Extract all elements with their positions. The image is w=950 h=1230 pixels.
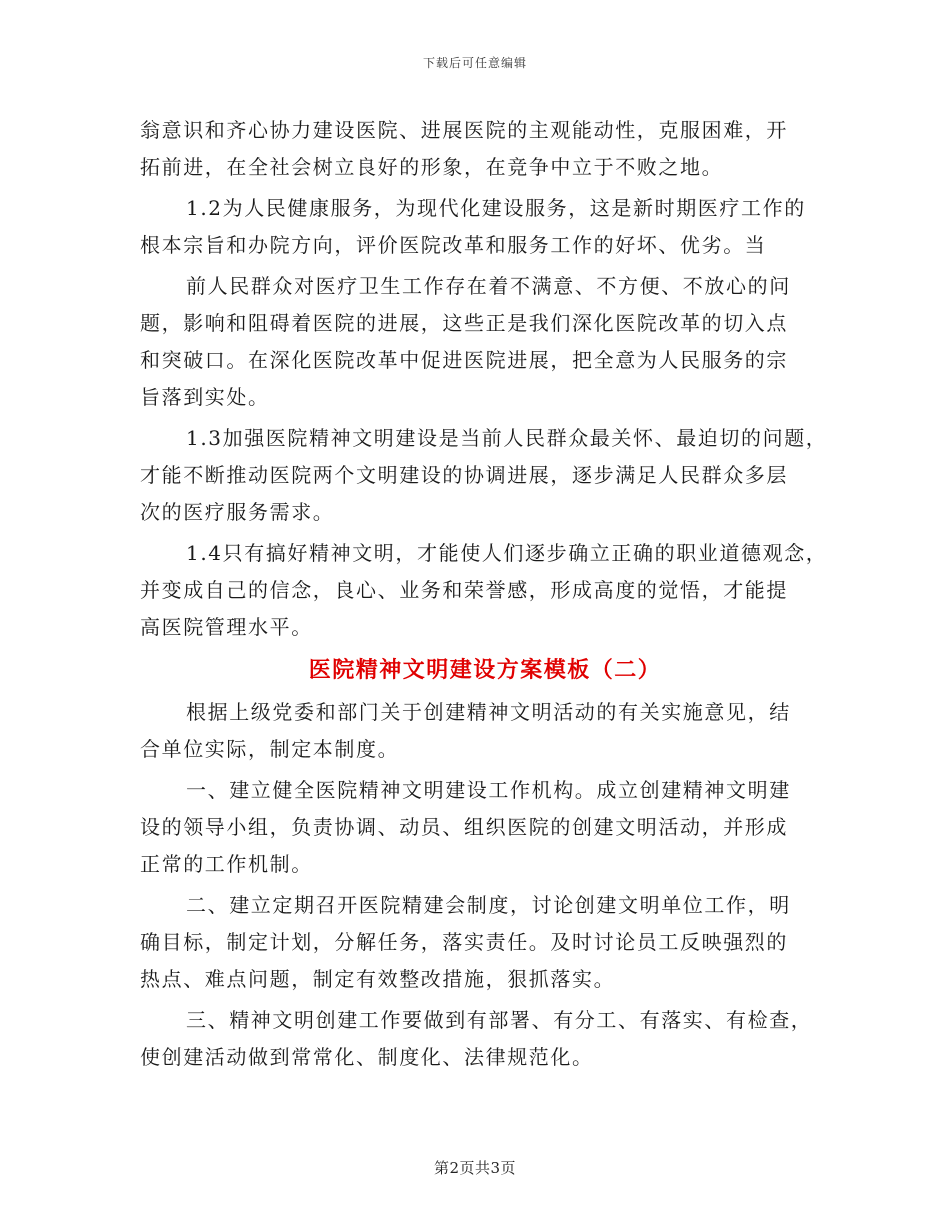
paragraph-line: 高医院管理水平。 <box>140 615 313 639</box>
paragraph-line: 确目标，制定计划，分解任务，落实责任。及时讨论员工反映强烈的 <box>140 930 788 954</box>
paragraph-line: 根本宗旨和办院方向，评价医院改革和服务工作的好坏、优劣。当 <box>140 233 767 257</box>
paragraph-line: 才能不断推动医院两个文明建设的协调进展，逐步满足人民群众多层 <box>140 463 788 487</box>
paragraph-line: 三、精神文明创建工作要做到有部署、有分工、有落实、有检查， <box>186 1008 813 1032</box>
paragraph-line: 拓前进，在全社会树立良好的形象，在竞争中立于不败之地。 <box>140 155 724 179</box>
paragraph-line: 翁意识和齐心协力建设医院、进展医院的主观能动性，克服困难，开 <box>140 118 788 142</box>
paragraph-line: 1.2为人民健康服务，为现代化建设服务，这是新时期医疗工作的 <box>186 196 806 220</box>
paragraph-line: 热点、难点问题，制定有效整改措施，狠抓落实。 <box>140 967 616 991</box>
paragraph-line: 正常的工作机制。 <box>140 852 313 876</box>
paragraph-line: 一、建立健全医院精神文明建设工作机构。成立创建精神文明建 <box>186 778 791 802</box>
paragraph <box>140 887 830 998</box>
paragraph-group-b <box>140 694 830 1076</box>
paragraph <box>140 112 830 186</box>
paragraph-line: 根据上级党委和部门关于创建精神文明活动的有关实施意见，结 <box>186 700 791 724</box>
paragraph <box>140 190 830 264</box>
document-body <box>140 112 830 1080</box>
paragraph-line: 前人民群众对医疗卫生工作存在着不满意、不方便、不放心的问 <box>186 274 791 298</box>
section-title: 医院精神文明建设方案模板（二） <box>308 657 662 683</box>
paragraph-line: 题，影响和阻碍着医院的进展，这些正是我们深化医院改革的切入点 <box>140 311 788 335</box>
paragraph-line: 并变成自己的信念，良心、业务和荣誉感，形成高度的觉悟，才能提 <box>140 578 788 602</box>
paragraph-line: 1.4只有搞好精神文明，才能使人们逐步确立正确的职业道德观念， <box>186 541 828 565</box>
page-footer-number: 第2页共3页 <box>433 1159 517 1177</box>
paragraph-line: 1.3加强医院精神文明建设是当前人民群众最关怀、最迫切的问题， <box>186 426 828 450</box>
paragraph <box>140 772 830 883</box>
paragraph-line: 和突破口。在深化医院改革中促进医院进展，把全意为人民服务的宗 <box>140 348 788 372</box>
paragraph <box>140 694 830 768</box>
paragraph <box>140 420 830 531</box>
paragraph <box>140 268 830 416</box>
paragraph-line: 旨落到实处。 <box>140 385 270 409</box>
paragraph-line: 设的领导小组，负责协调、动员、组织医院的创建文明活动，并形成 <box>140 815 788 839</box>
paragraph-group-a <box>140 112 830 646</box>
paragraph <box>140 1002 830 1076</box>
paragraph-line: 使创建活动做到常常化、制度化、法律规范化。 <box>140 1045 594 1069</box>
paragraph-line: 次的医疗服务需求。 <box>140 500 335 524</box>
paragraph-line: 二、建立定期召开医院精建会制度，讨论创建文明单位工作，明 <box>186 893 791 917</box>
page-header-note: 下载后可任意编辑 <box>422 56 527 70</box>
paragraph <box>140 535 830 646</box>
paragraph-line: 合单位实际，制定本制度。 <box>140 737 400 761</box>
